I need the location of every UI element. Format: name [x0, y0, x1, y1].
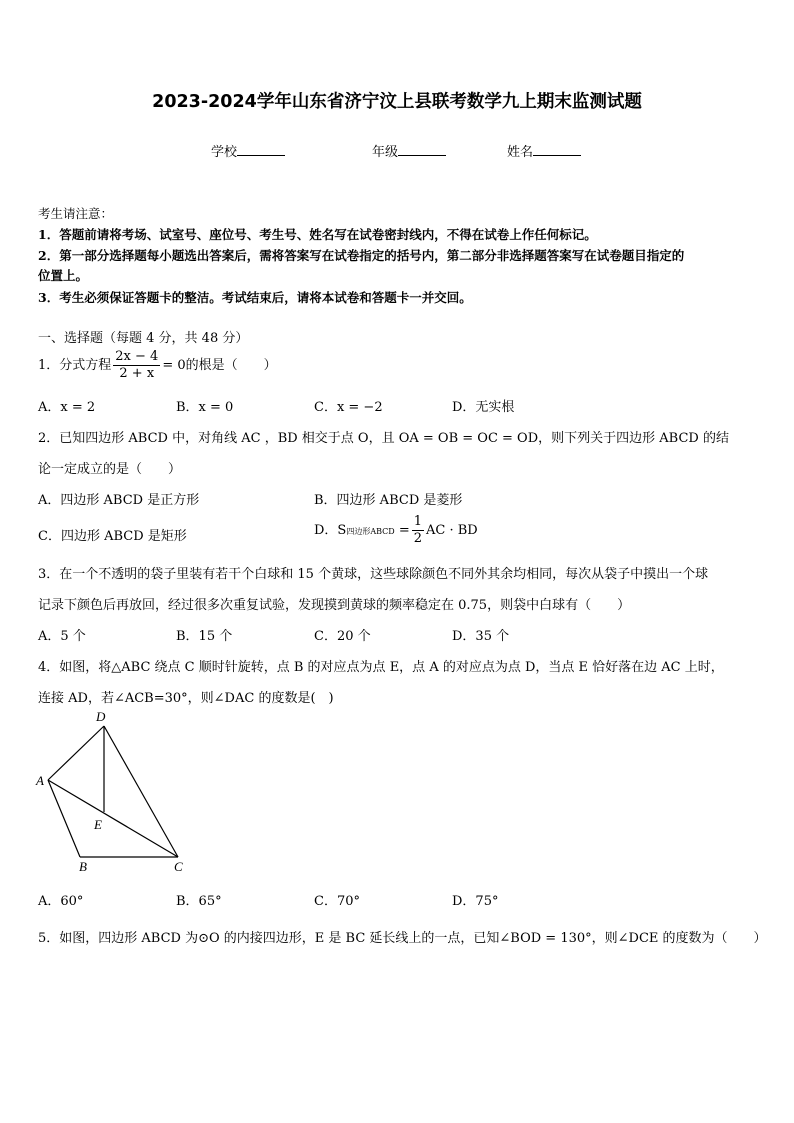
- q4-line-2: 连接 AD，若∠ACB=30°，则∠DAC 的度数是( ): [38, 691, 334, 706]
- q1-equals: = 0: [162, 358, 186, 373]
- q4-option-c[interactable]: C．70°: [314, 894, 360, 909]
- q1-option-c[interactable]: C．x = −2: [314, 400, 383, 415]
- segment-ac: [48, 780, 178, 857]
- notice-item-2-cont: 位置上。: [38, 268, 89, 283]
- q2-d-suffix: AC · BD: [426, 523, 478, 538]
- notice-item-3: 3．考生必须保证答题卡的整洁。考试结束后，请将本试卷和答题卡一并交回。: [38, 290, 472, 305]
- q2-option-c[interactable]: C．四边形 ABCD 是矩形: [38, 529, 187, 544]
- q1-option-d[interactable]: D．无实根: [452, 400, 515, 415]
- notice-heading: 考生请注意：: [38, 206, 114, 221]
- q3-line-2: 记录下颜色后再放回，经过很多次重复试验，发现摸到黄球的频率稳定在 0.75，则袋中白球有（ ）: [38, 598, 631, 613]
- q1-prefix: 1．分式方程: [38, 358, 112, 373]
- grade-label: 年级: [372, 145, 399, 160]
- section-heading: 一、选择题（每题 4 分，共 48 分）: [38, 331, 249, 346]
- q2-line-1: 2．已知四边形 ABCD 中，对角线 AC ，BD 相交于点 O，且 OA = OB = OC = OD，则下列关于四边形 ABCD 的结: [38, 431, 729, 446]
- q4-option-b[interactable]: B．65°: [176, 894, 222, 909]
- q4-figure: [30, 706, 200, 876]
- q4-line-1: 4．如图，将△ABC 绕点 C 顺时针旋转，点 B 的对应点为点 E，点 A 的对应点为点 D，当点 E 恰好落在边 AC 上时，: [38, 660, 724, 675]
- q2-option-d[interactable]: [314, 514, 478, 547]
- q2-d-equals: =: [398, 523, 410, 538]
- paper-title: 2023-2024学年山东省济宁汶上县联考数学九上期末监测试题: [152, 92, 642, 112]
- label-d: D: [96, 709, 106, 724]
- question-1: [38, 349, 277, 382]
- q3-line-1: 3．在一个不透明的袋子里装有若干个白球和 15 个黄球，这些球除颜色不同外其余均相同，每次从袋子中摸出一个球: [38, 567, 709, 582]
- q1-numerator: 2x − 4: [115, 349, 159, 364]
- q2-d-subscript: 四边形ABCD: [346, 527, 395, 536]
- q3-option-c[interactable]: C．20 个: [314, 629, 371, 644]
- q2-d-denominator: 2: [413, 531, 423, 546]
- grade-field[interactable]: [372, 141, 446, 160]
- label-e: E: [94, 817, 102, 832]
- q2-d-numerator: 1: [413, 514, 423, 529]
- segment-ab: [48, 780, 80, 857]
- q2-option-a[interactable]: A．四边形 ABCD 是正方形: [38, 493, 200, 508]
- q2-option-b[interactable]: B．四边形 ABCD 是菱形: [314, 493, 463, 508]
- q1-denominator: 2 + x: [119, 366, 155, 381]
- q1-option-b[interactable]: B．x = 0: [176, 400, 234, 415]
- q4-option-d[interactable]: D．75°: [452, 894, 499, 909]
- q4-option-a[interactable]: A．60°: [38, 894, 84, 909]
- q3-option-d[interactable]: D．35 个: [452, 629, 510, 644]
- name-label: 姓名: [507, 145, 534, 160]
- q3-option-a[interactable]: A．5 个: [38, 629, 86, 644]
- q2-line-2: 论一定成立的是（ ）: [38, 462, 182, 477]
- q5-line-1: 5．如图，四边形 ABCD 为⊙O 的内接四边形，E 是 BC 延长线上的一点，已知∠BOD = 130°，则∠DCE 的度数为（ ）: [38, 931, 767, 946]
- name-field[interactable]: [507, 141, 581, 160]
- label-a: A: [36, 773, 44, 788]
- notice-item-1: 1．答题前请将考场、试室号、座位号、考生号、姓名写在试卷密封线内，不得在试卷上作任何标记。: [38, 227, 597, 242]
- q2-d-prefix: D．S: [314, 523, 347, 538]
- q1-fraction: [113, 349, 160, 382]
- notice-item-2: 2．第一部分选择题每小题选出答案后，需将答案写在试卷指定的括号内，第二部分非选择题答案写在试卷题目指定的: [38, 248, 685, 263]
- label-b: B: [79, 859, 87, 874]
- segment-ad: [48, 726, 104, 780]
- school-label: 学校: [211, 145, 238, 160]
- segment-dc: [104, 726, 178, 857]
- label-c: C: [174, 859, 183, 874]
- q3-option-b[interactable]: B．15 个: [176, 629, 233, 644]
- school-field[interactable]: [211, 141, 285, 160]
- q2-d-fraction: [412, 514, 424, 547]
- q1-suffix: 的根是（ ）: [185, 358, 277, 373]
- q1-option-a[interactable]: A．x = 2: [38, 400, 96, 415]
